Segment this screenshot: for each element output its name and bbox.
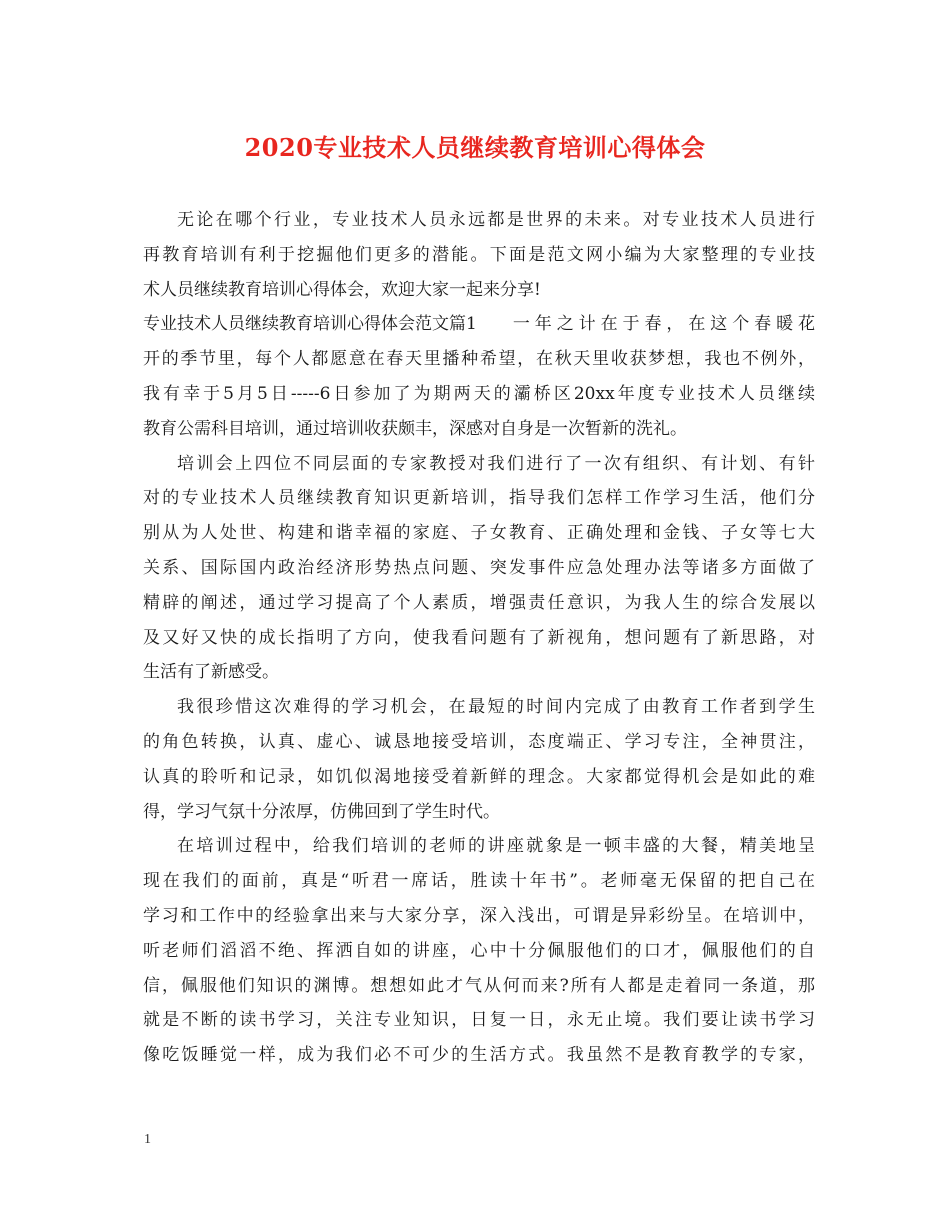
text-line: 生活有了新感受。 <box>143 662 279 683</box>
text-line: 信，佩服他们知识的渊博。想想如此才气从何而来?所有人都是走着同一条道，那 <box>143 975 815 996</box>
document-body <box>143 203 815 1073</box>
text-line: 对的专业技术人员继续教育知识更新培训，指导我们怎样工作学习生活，他们分 <box>143 488 815 509</box>
text-line: 及又好又快的成长指明了方向，使我看问题有了新视角，想问题有了新思路，对 <box>143 627 815 648</box>
text-line <box>143 307 815 342</box>
document-title: 2020专业技术人员继续教育培训心得体会 <box>244 133 706 162</box>
text-line: 培训会上四位不同层面的专家教授对我们进行了一次有组织、有计划、有针 <box>177 453 815 474</box>
text-line: 关系、国际国内政治经济形势热点问题、突发事件应急处理办法等诸多方面做了 <box>143 557 815 578</box>
text-line: 我有幸于5月5日-----6日参加了为期两天的灞桥区20xx年度专业技术人员继续 <box>143 383 815 404</box>
text-line: 在培训过程中，给我们培训的老师的讲座就象是一顿丰盛的大餐，精美地呈 <box>177 836 815 857</box>
text-line: 教育公需科目培训，通过培训收获颇丰，深感对自身是一次暂新的洗礼。 <box>143 418 687 439</box>
text-line: 的角色转换，认真、虚心、诚恳地接受培训，态度端正、学习专注，全神贯注， <box>143 731 815 752</box>
article-heading: 专业技术人员继续教育培训心得体会范文篇1 <box>143 314 477 335</box>
text-line: 再教育培训有利于挖掘他们更多的潜能。下面是范文网小编为大家整理的专业技 <box>143 244 815 265</box>
text-line: 开的季节里，每个人都愿意在春天里播种希望，在秋天里收获梦想，我也不例外， <box>143 349 815 370</box>
text-line: 别从为人处世、构建和谐幸福的家庭、子女教育、正确处理和金钱、子女等七大 <box>143 523 815 544</box>
text-line: 就是不断的读书学习，关注专业知识，日复一日，永无止境。我们要让读书学习 <box>143 1010 815 1031</box>
page-number: 1 <box>144 1132 151 1147</box>
text-line: 学习和工作中的经验拿出来与大家分享，深入浅出，可谓是异彩纷呈。在培训中， <box>143 905 815 926</box>
text-line: 无论在哪个行业，专业技术人员永远都是世界的未来。对专业技术人员进行 <box>177 210 815 230</box>
text-line: 得，学习气氛十分浓厚，仿佛回到了学生时代。 <box>143 801 500 822</box>
text-line: 精辟的阐述，通过学习提高了个人素质，增强责任意识，为我人生的综合发展以 <box>143 592 815 613</box>
text-line: 我很珍惜这次难得的学习机会，在最短的时间内完成了由教育工作者到学生 <box>177 697 815 718</box>
text-line: 认真的聆听和记录，如饥似渴地接受着新鲜的理念。大家都觉得机会是如此的难 <box>143 766 815 787</box>
text-line: 像吃饭睡觉一样，成为我们必不可少的生活方式。我虽然不是教育教学的专家， <box>143 1045 815 1066</box>
text-segment: 一年之计在于春，在这个春暖花 <box>512 314 815 335</box>
text-line: 现在我们的面前，真是“听君一席话，胜读十年书”。老师毫无保留的把自己在 <box>143 871 815 892</box>
text-line: 术人员继续教育培训心得体会，欢迎大家一起来分享! <box>143 279 541 300</box>
text-line: 听老师们滔滔不绝、挥洒自如的讲座，心中十分佩服他们的口才，佩服他们的自 <box>143 940 815 961</box>
